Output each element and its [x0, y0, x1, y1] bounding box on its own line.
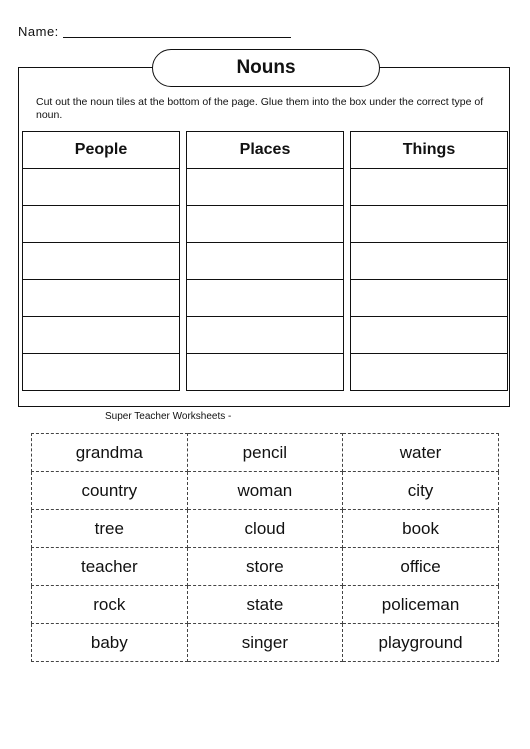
noun-tile[interactable]: woman [187, 472, 342, 510]
glue-slot[interactable] [351, 206, 507, 243]
tile-row [32, 472, 499, 510]
noun-tile[interactable]: city [343, 472, 499, 510]
noun-tile[interactable]: rock [32, 586, 188, 624]
noun-tile[interactable]: pencil [187, 434, 342, 472]
instructions: Cut out the noun tiles at the bottom of the page. Glue them into the box under the correct type of noun. [36, 96, 484, 121]
glue-slot[interactable] [23, 354, 179, 391]
glue-slot[interactable] [351, 243, 507, 280]
noun-tile[interactable]: playground [343, 624, 499, 662]
column-things [350, 131, 508, 391]
glue-slot[interactable] [351, 169, 507, 206]
name-label: Name: [18, 24, 59, 39]
glue-slot[interactable] [351, 280, 507, 317]
tile-row [32, 510, 499, 548]
glue-slot[interactable] [23, 243, 179, 280]
column-header-things: Things [351, 132, 507, 169]
glue-slot[interactable] [187, 317, 343, 354]
worksheet-title: Nouns [152, 49, 380, 87]
noun-tile[interactable]: tree [32, 510, 188, 548]
column-places [186, 131, 344, 391]
tile-row [32, 586, 499, 624]
tile-row [32, 548, 499, 586]
tile-row [32, 624, 499, 662]
noun-tile[interactable]: policeman [343, 586, 499, 624]
glue-slot[interactable] [23, 206, 179, 243]
glue-slot[interactable] [23, 169, 179, 206]
glue-slot[interactable] [23, 317, 179, 354]
noun-tile[interactable]: store [187, 548, 342, 586]
noun-tile[interactable]: state [187, 586, 342, 624]
noun-tile[interactable]: cloud [187, 510, 342, 548]
glue-slot[interactable] [187, 354, 343, 391]
glue-slot[interactable] [351, 354, 507, 391]
noun-tiles [31, 433, 499, 662]
noun-tile[interactable]: office [343, 548, 499, 586]
name-line[interactable] [63, 37, 291, 38]
column-people [22, 131, 180, 391]
glue-slot[interactable] [187, 243, 343, 280]
noun-tile[interactable]: water [343, 434, 499, 472]
noun-tile[interactable]: grandma [32, 434, 188, 472]
column-header-places: Places [187, 132, 343, 169]
footer-credit: Super Teacher Worksheets - [105, 411, 232, 422]
noun-tile[interactable]: country [32, 472, 188, 510]
tile-row [32, 434, 499, 472]
glue-slot[interactable] [187, 169, 343, 206]
noun-tile[interactable]: teacher [32, 548, 188, 586]
glue-slot[interactable] [351, 317, 507, 354]
noun-tile[interactable]: singer [187, 624, 342, 662]
noun-tile[interactable]: baby [32, 624, 188, 662]
glue-slot[interactable] [187, 280, 343, 317]
glue-slot[interactable] [23, 280, 179, 317]
glue-slot[interactable] [187, 206, 343, 243]
noun-tile[interactable]: book [343, 510, 499, 548]
column-header-people: People [23, 132, 179, 169]
